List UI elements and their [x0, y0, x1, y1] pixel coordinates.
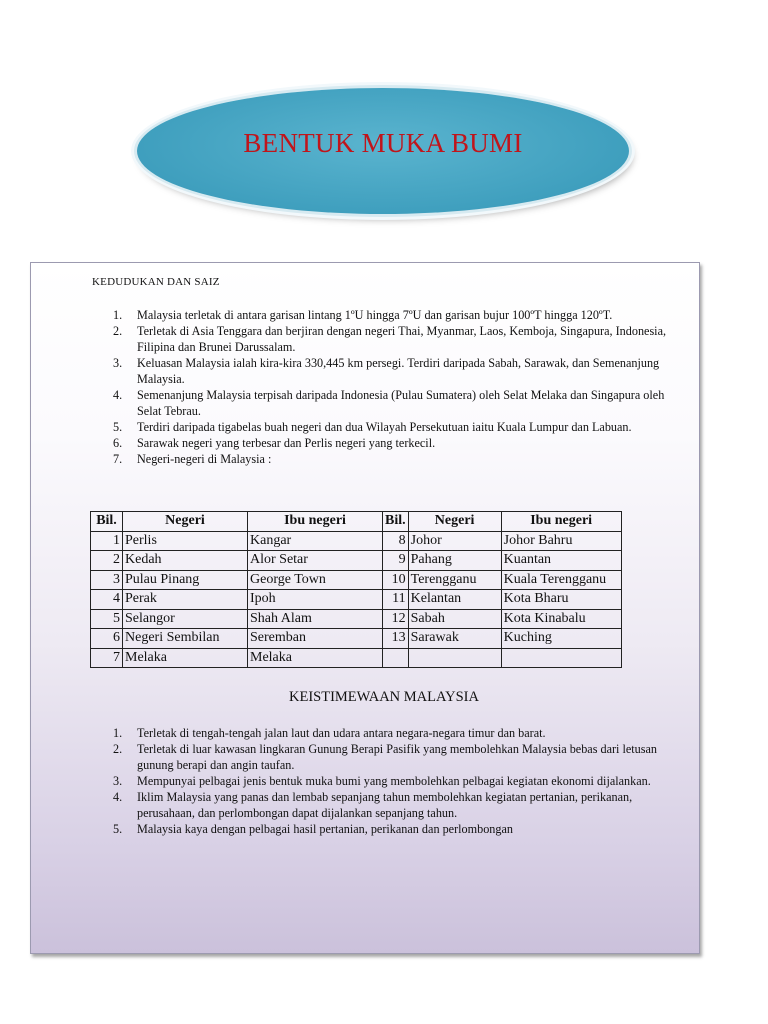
- table-header-row: [383, 512, 622, 532]
- table-row: 5 Selangor Shah Alam: [91, 609, 383, 629]
- table-row: 2 Kedah Alor Setar: [91, 551, 383, 571]
- table-header-row: [91, 512, 383, 532]
- states-table-left: [90, 511, 383, 668]
- list-item: 5. Terdiri daripada tigabelas buah negeri dan dua Wilayah Persekutuan iaitu Kuala Lumpur dan Labuan.: [113, 420, 632, 434]
- header-ibu-negeri: Ibu negeri: [248, 512, 383, 532]
- list-item: 5. Malaysia kaya dengan pelbagai hasil pertanian, perikanan dan perlombongan: [113, 822, 513, 836]
- table-row: 13 Sarawak Kuching: [383, 629, 622, 649]
- list-item: 7. Negeri-negeri di Malaysia :: [113, 452, 272, 466]
- keistimewaan-list: [113, 725, 678, 837]
- list-item: 3. Keluasan Malaysia ialah kira-kira 330,445 km persegi. Terdiri daripada Sabah, Sarawak, dan Semenanjung Malaysia.: [113, 356, 660, 386]
- title-ellipse: [137, 88, 629, 214]
- table-row: [383, 648, 622, 668]
- section-heading-kedudukan: KEDUDUKAN DAN SAIZ: [92, 276, 220, 288]
- list-item: 4. Iklim Malaysia yang panas dan lembab sepanjang tahun membolehkan kegiatan pertanian, perikanan, perusahaan, dan perlombongan dapat dijalankan sepanjang tahun.: [113, 790, 633, 820]
- list-item: 6. Sarawak negeri yang terbesar dan Perlis negeri yang terkecil.: [113, 436, 436, 450]
- header-ibu-negeri: Ibu negeri: [501, 512, 621, 532]
- kedudukan-list: [113, 307, 678, 467]
- section-heading-keistimewaan: KEISTIMEWAAN MALAYSIA: [289, 689, 479, 705]
- page-title: BENTUK MUKA BUMI: [243, 127, 523, 158]
- table-row: 8 Johor Johor Bahru: [383, 531, 622, 551]
- list-item: 3. Mempunyai pelbagai jenis bentuk muka bumi yang membolehkan pelbagai kegiatan ekonomi dijalankan.: [113, 774, 651, 788]
- table-row: 4 Perak Ipoh: [91, 590, 383, 610]
- table-row: 1 Perlis Kangar: [91, 531, 383, 551]
- table-row: 6 Negeri Sembilan Seremban: [91, 629, 383, 649]
- table-row: 10 Terengganu Kuala Terengganu: [383, 570, 622, 590]
- table-row: 12 Sabah Kota Kinabalu: [383, 609, 622, 629]
- header-bil: Bil.: [91, 512, 123, 532]
- header-negeri: Negeri: [408, 512, 501, 532]
- states-table-right: [382, 511, 622, 668]
- list-item: 1. Malaysia terletak di antara garisan lintang 1ºU hingga 7ºU dan garisan bujur 100ºT hingga 120ºT.: [113, 308, 613, 322]
- list-item: 1. Terletak di tengah-tengah jalan laut dan udara antara negara-negara timur dan barat.: [113, 726, 546, 740]
- list-item: 2. Terletak di Asia Tenggara dan berjiran dengan negeri Thai, Myanmar, Laos, Kemboja, Singapura, Indonesia, Filipina dan Brunei Darussalam.: [113, 324, 667, 354]
- table-row: 11 Kelantan Kota Bharu: [383, 590, 622, 610]
- header-negeri: Negeri: [123, 512, 248, 532]
- list-item: 2. Terletak di luar kawasan lingkaran Gunung Berapi Pasifik yang membolehkan Malaysia bebas dari letusan gunung berapi dan angin taufan.: [113, 742, 658, 772]
- table-row: 9 Pahang Kuantan: [383, 551, 622, 571]
- list-item: 4. Semenanjung Malaysia terpisah daripada Indonesia (Pulau Sumatera) oleh Selat Melaka dan Singapura oleh Selat Tebrau.: [113, 388, 665, 418]
- table-row: 7 Melaka Melaka: [91, 648, 383, 668]
- table-row: 3 Pulau Pinang George Town: [91, 570, 383, 590]
- header-bil: Bil.: [383, 512, 409, 532]
